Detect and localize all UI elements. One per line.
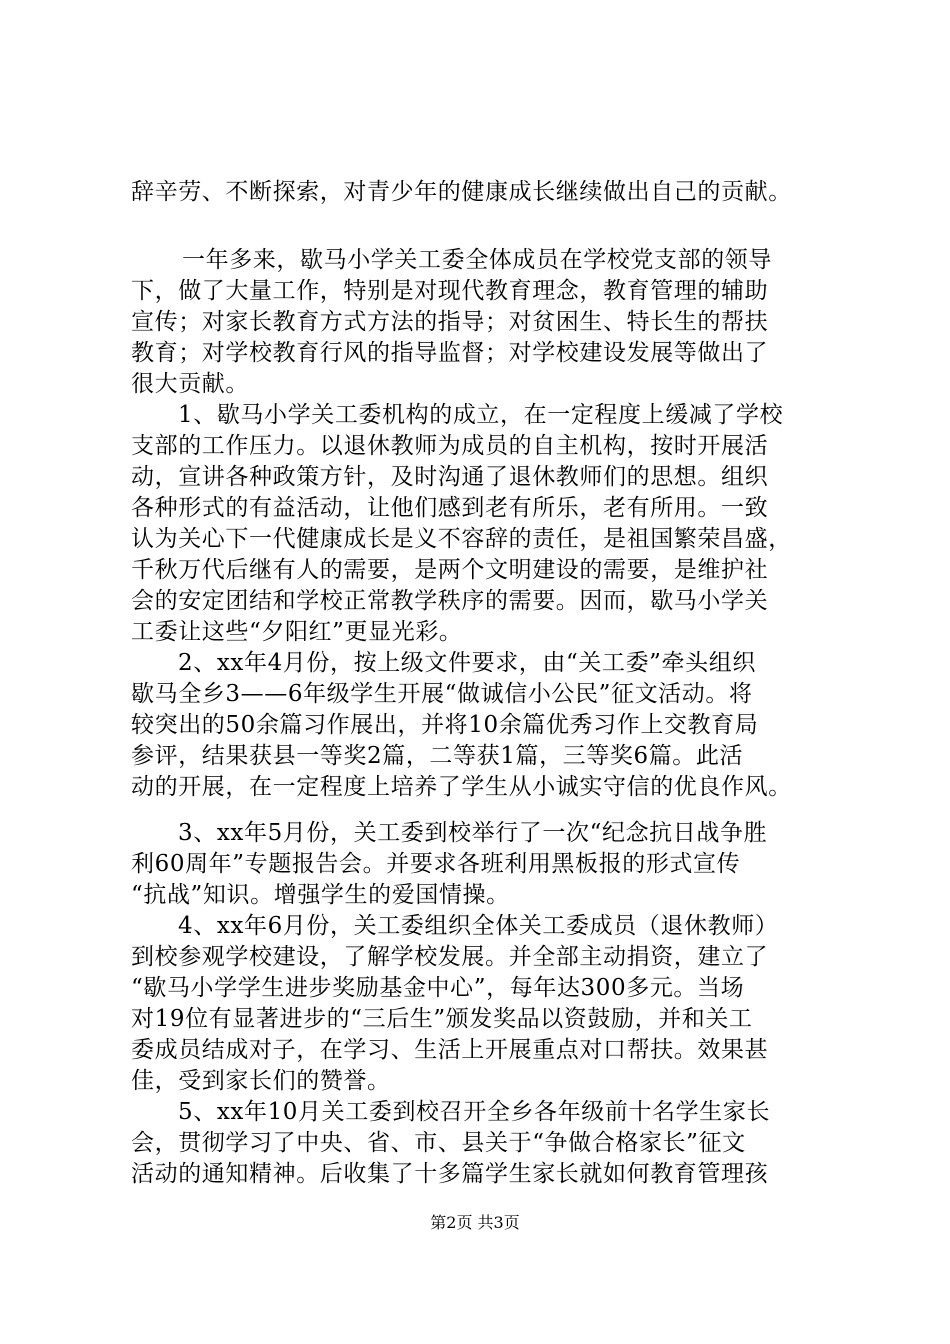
- text-line: 工委让这些“夕阳红”更显光彩。: [131, 619, 463, 645]
- text-line: 参评，结果获县一等奖2篇，二等获1篇，三等奖6篇。此活: [131, 743, 744, 769]
- text-line: 较突出的50余篇习作展出，并将10余篇优秀习作上交教育局: [131, 712, 759, 738]
- text-line: 到校参观学校建设，了解学校发展。并全部主动捐资，建立了: [131, 944, 769, 970]
- text-line: 委成员结成对子，在学习、生活上开展重点对口帮扶。效果甚: [131, 1037, 769, 1063]
- text-line: 各种形式的有益活动，让他们感到老有所乐，老有所用。一致: [131, 495, 769, 521]
- text-line: 动的开展，在一定程度上培养了学生从小诚实守信的优良作风。: [131, 774, 792, 800]
- text-line: 3、xx年5月份，关工委到校举行了一次“纪念抗日战争胜: [178, 820, 768, 846]
- text-line: 活动的通知精神。后收集了十多篇学生家长就如何教育管理孩: [131, 1161, 769, 1187]
- text-line: 佳，受到家长们的赞誉。: [131, 1068, 391, 1094]
- page-number-footer: 第2页 共3页: [430, 1213, 520, 1232]
- text-line: 辞辛劳、不断探索，对青少年的健康成长继续做出自己的贡献。: [131, 179, 792, 205]
- text-line: 动，宣讲各种政策方针，及时沟通了退休教师们的思想。组织: [131, 464, 769, 490]
- text-line: 对19位有显著进步的“三后生”颁发奖品以资鼓励，并和关工: [131, 1006, 753, 1032]
- text-line: 一年多来，歇马小学关工委全体成员在学校党支部的领导: [182, 247, 772, 273]
- text-line: 千秋万代后继有人的需要，是两个文明建设的需要，是维护社: [131, 557, 769, 583]
- text-line: 歇马全乡3——6年级学生开展“做诚信小公民”征文活动。将: [131, 681, 753, 707]
- text-line: “歇马小学学生进步奖励基金中心”，每年达300多元。当场: [131, 975, 745, 1001]
- text-line: 4、xx年6月份，关工委组织全体关工委成员（退休教师）: [178, 913, 779, 939]
- text-line: “抗战”知识。增强学生的爱国情操。: [131, 882, 510, 908]
- text-line: 认为关心下一代健康成长是义不容辞的责任，是祖国繁荣昌盛，: [131, 526, 792, 552]
- text-line: 2、xx年4月份，按上级文件要求，由“关工委”牵头组织: [178, 650, 756, 676]
- text-line: 1、歇马小学关工委机构的成立，在一定程度上缓减了学校: [178, 402, 784, 428]
- text-line: 会，贯彻学习了中央、省、市、县关于“争做合格家长”征文: [131, 1130, 746, 1156]
- text-line: 宣传；对家长教育方式方法的指导；对贫困生、特长生的帮扶: [131, 309, 769, 335]
- text-line: 支部的工作压力。以退休教师为成员的自主机构，按时开展活: [131, 433, 769, 459]
- text-line: 5、xx年10月关工委到校召开全乡各年级前十名学生家长: [178, 1099, 771, 1125]
- text-line: 下，做了大量工作，特别是对现代教育理念，教育管理的辅助: [131, 278, 769, 304]
- text-line: 很大贡献。: [131, 371, 249, 397]
- text-line: 利60周年”专题报告会。并要求各班利用黑板报的形式宣传: [131, 851, 741, 877]
- text-line: 教育；对学校教育行风的指导监督；对学校建设发展等做出了: [131, 340, 769, 366]
- text-line: 会的安定团结和学校正常教学秩序的需要。因而，歇马小学关: [131, 588, 769, 614]
